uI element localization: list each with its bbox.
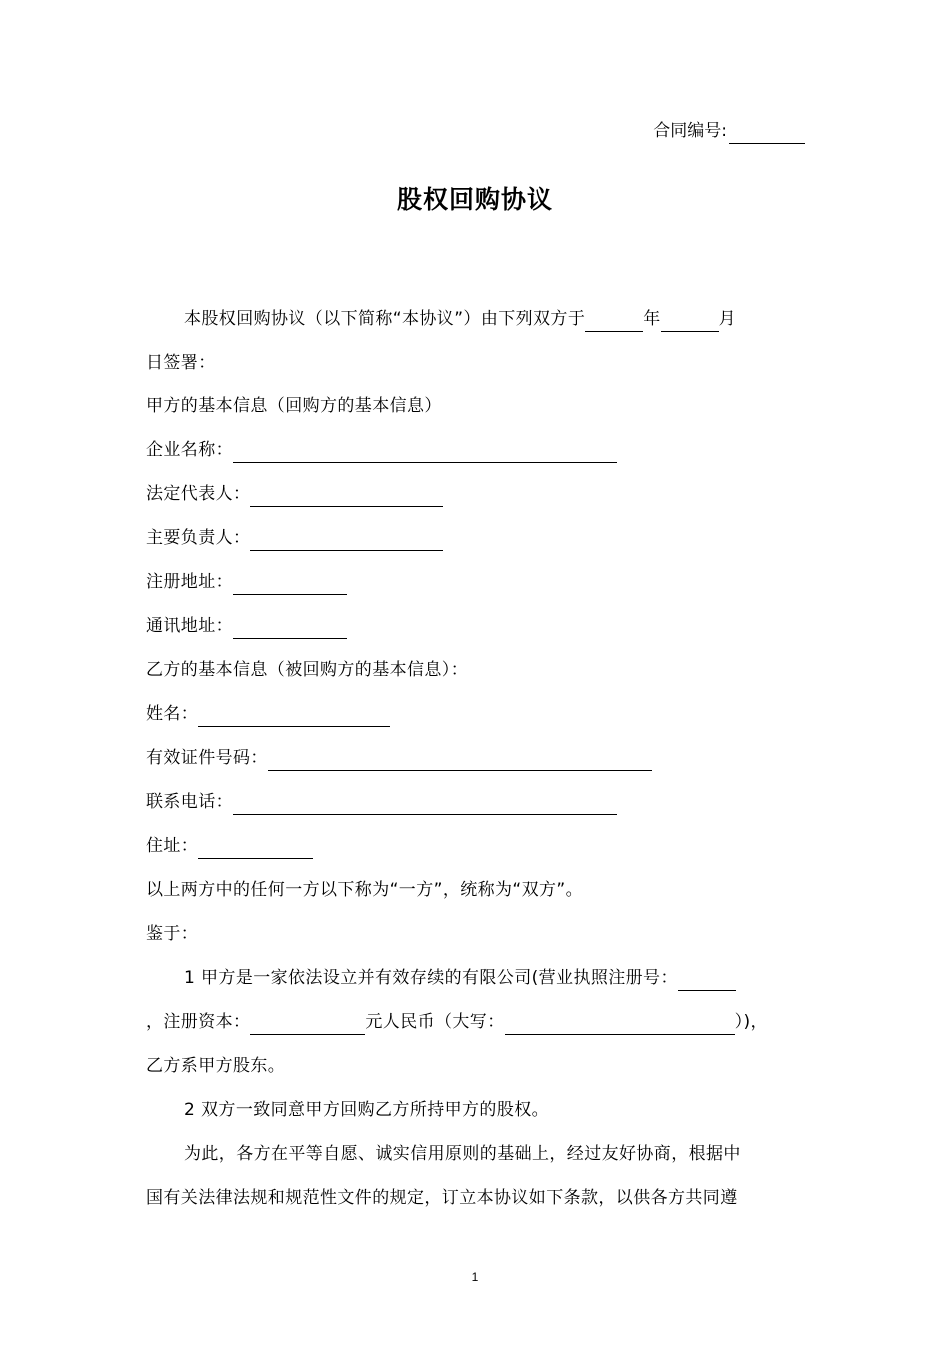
contract-number-label: 合同编号: [653,121,727,141]
whereas-item-1-text: 1 甲方是一家依法设立并有效存续的有限公司(营业执照注册号： [184,968,678,988]
principal-label: 主要负责人： [146,528,251,548]
party-a-heading: 甲方的基本信息（回购方的基本信息） [146,396,442,416]
reg-capital-blank[interactable] [250,1015,365,1035]
year-blank[interactable] [585,312,643,332]
contract-number-blank[interactable] [729,125,805,144]
month-label: 月 [718,309,737,329]
legal-rep-row [146,481,443,507]
intro-line-2: 日签署： [146,353,216,373]
address-row [146,833,313,859]
whereas-item-1-line-3: 乙方系甲方股东。 [146,1056,286,1076]
capital-words-blank[interactable] [505,1015,735,1035]
capital-words-label: 元人民币（大写： [365,1012,505,1032]
month-blank[interactable] [661,312,719,332]
page-number: 1 [471,1270,479,1284]
address-label: 住址： [146,836,199,856]
principal-row [146,525,443,551]
company-name-blank[interactable] [233,443,617,463]
contract-number [653,118,805,144]
closing-line-2: 国有关法律法规和规范性文件的规定，订立本协议如下条款，以供各方共同遵 [146,1188,738,1208]
closing-line-1: 为此，各方在平等自愿、诚实信用原则的基础上，经过友好协商，根据中 [184,1144,741,1164]
license-no-blank[interactable] [678,971,736,991]
reg-address-label: 注册地址： [146,572,233,592]
name-label: 姓名： [146,704,199,724]
company-name-row [146,437,617,463]
party-b-heading: 乙方的基本信息（被回购方的基本信息）： [146,660,469,680]
definitions-line: 以上两方中的任何一方以下称为“一方”，统称为“双方”。 [146,880,584,900]
id-no-row [146,745,652,771]
phone-label: 联系电话： [146,792,233,812]
reg-address-row [146,569,347,595]
principal-blank[interactable] [250,531,443,551]
address-blank[interactable] [198,839,313,859]
reg-address-blank[interactable] [233,575,347,595]
id-no-blank[interactable] [268,751,652,771]
whereas-item-1-line-2 [146,1009,768,1035]
mail-address-blank[interactable] [233,619,347,639]
whereas-item-1-line-1 [184,965,736,991]
reg-capital-label: ，注册资本： [146,1012,251,1032]
mail-address-label: 通讯地址： [146,616,233,636]
intro-line-1 [184,306,736,332]
id-no-label: 有效证件号码： [146,748,268,768]
phone-blank[interactable] [233,795,617,815]
name-blank[interactable] [198,707,390,727]
legal-rep-label: 法定代表人： [146,484,251,504]
year-label: 年 [643,309,661,329]
name-row [146,701,390,727]
whereas-item-2: 2 双方一致同意甲方回购乙方所持甲方的股权。 [184,1100,550,1120]
legal-rep-blank[interactable] [250,487,443,507]
intro-text: 本股权回购协议（以下简称“本协议”）由下列双方于 [184,309,586,329]
document-title: 股权回购协议 [396,185,553,214]
whereas-label: 鉴于： [146,924,199,944]
capital-close: ）)， [734,1012,768,1032]
company-name-label: 企业名称： [146,440,233,460]
phone-row [146,789,617,815]
mail-address-row [146,613,347,639]
